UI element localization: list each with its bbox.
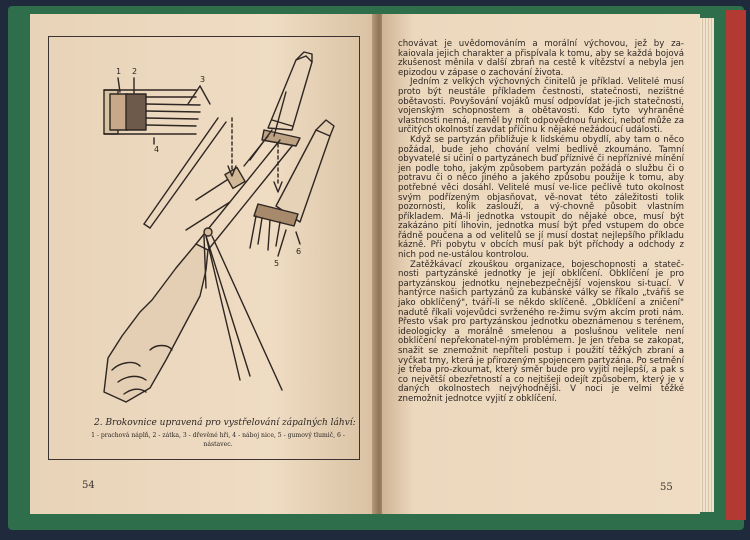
body-text (398, 40, 684, 405)
paragraph: chovávat je uvědomováním a morální výchovou, jež by za-kaiovala jejich charakter a přispívala k tomu, aby se každá bojová zkušenost měnila v další zbraň na cestě k vítězství a nebyla jen epizodou v zápase o zachování života. (398, 39, 684, 78)
shotgun-drawing (104, 130, 292, 402)
figure-label-1: 1 (116, 67, 122, 76)
page-edges (700, 18, 714, 512)
paragraph: Jedním z velkých výchovných činitelů je příklad. Velitelé musí proto být neustále příkladem čestnosti, statečnosti, nezištné obětavosti. Povyšování vojáků musí odpovídat je-jich statečnosti, vojenským schopnostem a obětavosti. Kdo tyto vyhraněné vlastnosti nemá, neměl by mít odpovědnou funkci, neboť může za určitých okolností zavdat příčinu k nějaké nežádoucí události. (398, 77, 684, 136)
figure-caption-title: 2. Brokovnice upravená pro vystřelování zápalných láhví: (94, 418, 356, 428)
page-number-left: 54 (82, 480, 95, 491)
figure-label-5: 5 (274, 259, 280, 268)
page-number-right: 55 (660, 482, 673, 493)
shotgun-illustration (0, 0, 376, 470)
bipod-drawing (204, 228, 282, 390)
figure-label-6: 6 (296, 247, 302, 256)
figure-label-3: 3 (200, 75, 206, 84)
figure-caption-legend: 1 - prachová náplň, 2 - zátka, 3 - dřevěné hři, 4 - náboj nice, 5 - gumový tlumič, 6 - nástavec. (91, 432, 345, 448)
book-cover-red-edge (726, 10, 746, 520)
paragraph: Když se partyzán přibližuje k lidskému obydlí, aby tam o něco požádal, bude jeho chování velmi bedlivě zkoumáno. Tamní obyvatelé si učiní o partyzánech buď příznivé či nepříznivé mínění jen podle toho, jakým způsobem partyzán požádá o službu či o potravu či o něco jiného a jakého způsobu použije k tomu, aby potřebné věci dosáhl. Velitelé musí ve-lice pečlivě tuto okolnost svým podřízeným objasňovat, vě-novat této záležitosti tolik pozornosti, kolik zaslouží, a vý-chovně působit vlastním příkladem. Má-li jednotka vstoupit do nějaké obce, musí být zakázáno pití lihovin, jednotka musí být před vstupem do obce řádně poučena a od velitelů se jí musí dostat nejlepšího příkladu kázně. Při pobytu v obcích musí pak být příchody a odchody z nich pod ne-ustálou kontrolou. (398, 134, 684, 261)
figure-label-4: 4 (154, 145, 160, 154)
paragraph: Zatěžkávací zkouškou organizace, bojeschopnosti a stateč-nosti partyzánské jednotky je její obklíčení. Obklíčení je pro partyzánskou jednotku nejnebezpečnější vojenskou si-tuací. V hantýrce našich partyzánů za kubánské války se říkalo „tvářiš se jako obklíčený", tváří-li se někdo sklíčeně. „Obklíčení a zničení" nadutě říkali vojevůdci svrženého re-žimu svým akcím proti nám. Přesto však pro partyzánskou jednotku obeznámenou s terénem, ideologicky a morálně smelenou a poslušnou velitele není obklíčení nepřekonatel-ným problémem. Je jen třeba se zakopat, snažit se znemožnit nepříteli postup i použití těžkých zbraní a vyčkat tmy, která je přirozeným spojencem partyzána. Po setmění je třeba pro-zkoumat, který směr bude pro vyjití nejlepší, a pak s co největší obezřetností a co nejtišeji odejít způsobem, který je v daných okolnostech nejvýhodnější. V noci je velmi těžké znemožnit jednotce vyjití z obklíčení. (398, 259, 684, 404)
upper-bottle-drawing (262, 52, 312, 146)
figure-label-2: 2 (132, 67, 138, 76)
cartridge-drawing (104, 78, 210, 144)
